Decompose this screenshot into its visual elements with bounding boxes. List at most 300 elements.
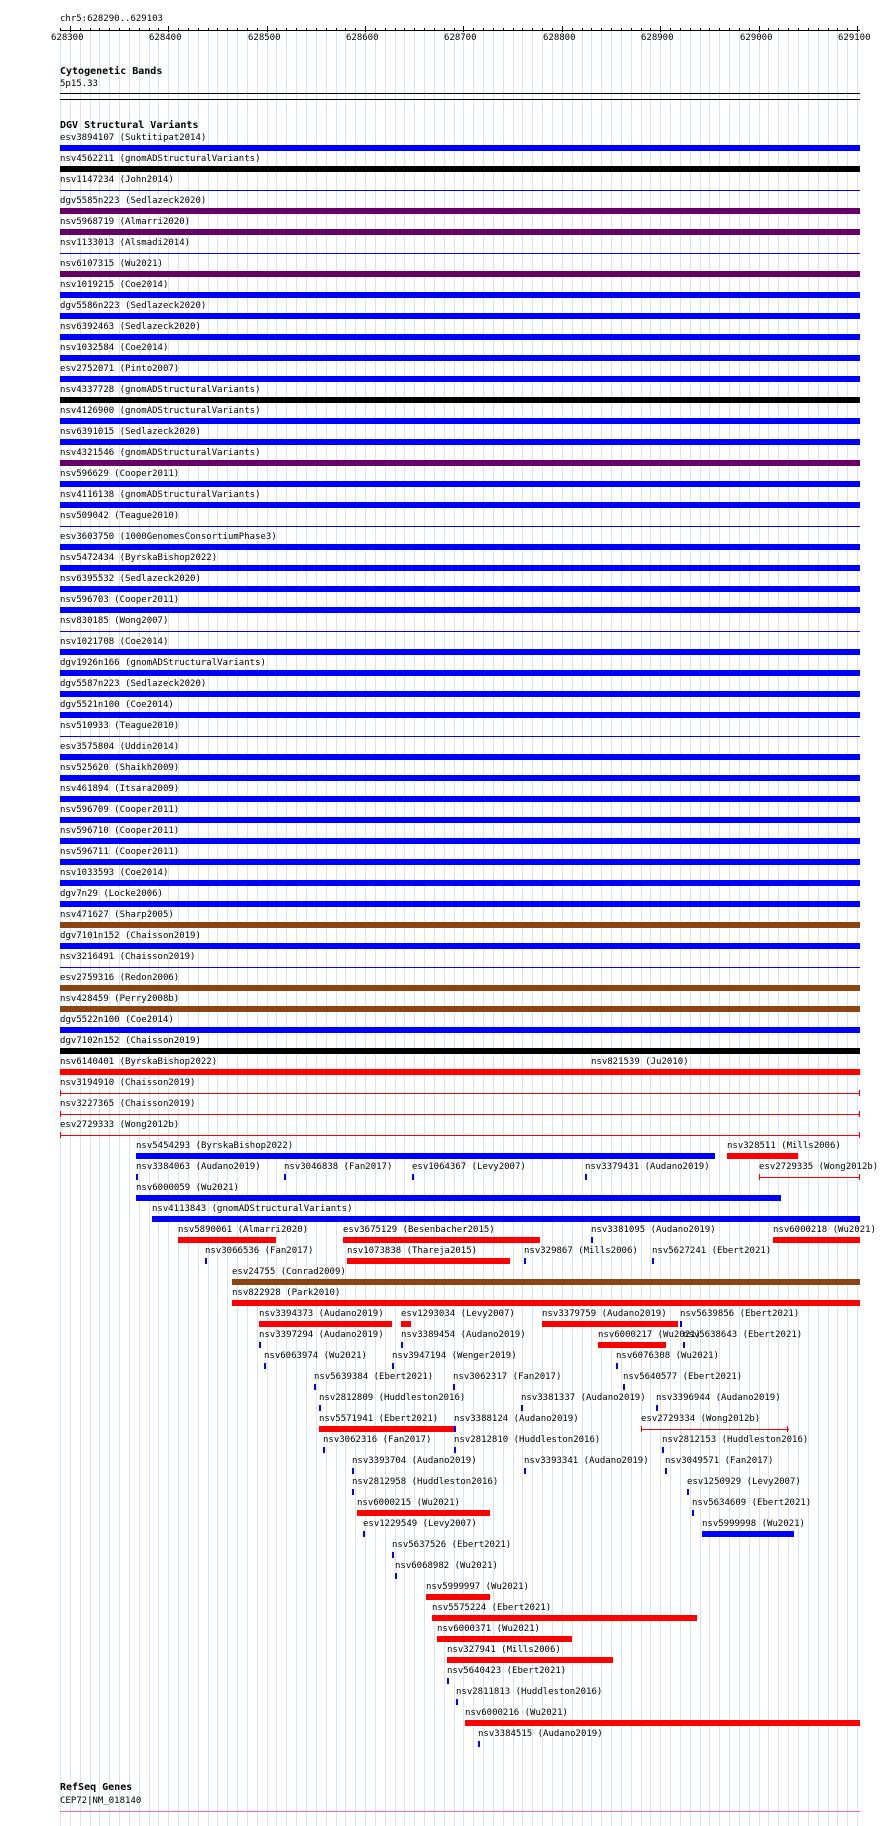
- variant-label[interactable]: esv2759316 (Redon2006): [60, 973, 180, 983]
- variant-bar[interactable]: [323, 1447, 325, 1453]
- ruler-minor-tick: [217, 28, 218, 31]
- variant-label[interactable]: esv1229549 (Levy2007): [363, 1519, 477, 1529]
- variant-label[interactable]: nsv3397294 (Audano2019): [259, 1330, 384, 1340]
- variant-bar[interactable]: [60, 313, 860, 319]
- ruler-minor-tick: [286, 28, 287, 31]
- variant-bar-end: [60, 1111, 61, 1117]
- variant-bar-end: [859, 1090, 860, 1096]
- variant-bar-end: [859, 1174, 860, 1180]
- variant-bar-end: [60, 1132, 61, 1138]
- ruler-minor-tick: [99, 28, 100, 31]
- variant-bar[interactable]: [585, 1174, 587, 1180]
- variant-bar[interactable]: [60, 544, 860, 550]
- variant-label[interactable]: nsv6395532 (Sedlazeck2020): [60, 574, 201, 584]
- cyto-band-line-bottom: [60, 99, 860, 100]
- variant-bar[interactable]: [152, 1216, 860, 1222]
- ruler-minor-tick: [621, 28, 622, 31]
- variant-bar[interactable]: [524, 1468, 526, 1474]
- ruler-minor-tick: [503, 28, 504, 31]
- variant-label[interactable]: dgv5521n100 (Coe2014): [60, 700, 174, 710]
- variant-bar[interactable]: [456, 1699, 458, 1705]
- variant-bar[interactable]: [662, 1447, 664, 1453]
- ruler-minor-tick: [719, 28, 720, 31]
- ruler-minor-tick: [532, 28, 533, 31]
- ruler-minor-tick: [119, 28, 120, 31]
- variant-bar[interactable]: [401, 1342, 403, 1348]
- variant-bar[interactable]: [392, 1552, 394, 1558]
- variant-label[interactable]: nsv2811813 (Huddleston2016): [456, 1687, 603, 1697]
- variant-label[interactable]: nsv2812153 (Huddleston2016): [662, 1435, 809, 1445]
- variant-label[interactable]: nsv3216491 (Chaisson2019): [60, 952, 196, 962]
- variant-bar[interactable]: [314, 1384, 316, 1390]
- variant-bar[interactable]: [656, 1405, 658, 1411]
- variant-bar[interactable]: [454, 1447, 456, 1453]
- variant-bar[interactable]: [60, 967, 860, 968]
- variant-label[interactable]: nsv3381095 (Audano2019): [591, 1225, 716, 1235]
- variant-label[interactable]: nsv1133013 (Alsmadi2014): [60, 238, 191, 248]
- ruler-minor-tick: [749, 28, 750, 31]
- variant-bar[interactable]: [60, 880, 860, 886]
- variant-label[interactable]: nsv525620 (Shaikh2009): [60, 763, 180, 773]
- ruler-minor-tick: [828, 28, 829, 31]
- variant-label[interactable]: nsv5575224 (Ebert2021): [432, 1603, 552, 1613]
- ruler-minor-tick: [709, 28, 710, 31]
- variant-label[interactable]: nsv3947194 (Wenger2019): [392, 1351, 517, 1361]
- ruler-minor-tick: [700, 28, 701, 31]
- ruler-tick-label: 628900: [641, 33, 674, 43]
- variant-label[interactable]: nsv6000371 (Wu2021): [437, 1624, 540, 1634]
- ruler-minor-tick: [385, 28, 386, 31]
- ruler-tick-label: 628700: [444, 33, 477, 43]
- variant-bar[interactable]: [683, 1342, 685, 1348]
- ruler-minor-tick: [276, 28, 277, 31]
- variant-bar[interactable]: [60, 1093, 860, 1094]
- variant-bar[interactable]: [60, 607, 860, 613]
- variant-label[interactable]: dgv5585n223 (Sedlazeck2020): [60, 196, 207, 206]
- variant-bar[interactable]: [465, 1720, 860, 1726]
- ruler-minor-tick: [316, 28, 317, 31]
- variant-bar[interactable]: [60, 190, 860, 191]
- variant-bar-end: [859, 1111, 860, 1117]
- ruler-minor-tick: [345, 28, 346, 31]
- variant-label[interactable]: nsv5472434 (ByrskaBishop2022): [60, 553, 218, 563]
- variant-bar[interactable]: [60, 817, 860, 823]
- variant-label[interactable]: nsv3194910 (Chaisson2019): [60, 1078, 196, 1088]
- variant-bar[interactable]: [759, 1177, 860, 1178]
- variant-bar[interactable]: [60, 736, 860, 737]
- variant-label[interactable]: dgv7101n152 (Chaisson2019): [60, 931, 201, 941]
- variant-bar[interactable]: [60, 376, 860, 382]
- variant-bar[interactable]: [352, 1468, 354, 1474]
- variant-bar[interactable]: [363, 1531, 365, 1537]
- variant-label[interactable]: nsv596710 (Cooper2011): [60, 826, 180, 836]
- variant-label[interactable]: esv1293034 (Levy2007): [401, 1309, 515, 1319]
- variant-bar[interactable]: [432, 1615, 697, 1621]
- variant-bar[interactable]: [60, 334, 860, 340]
- ruler-major-tick: [660, 26, 661, 32]
- variant-label[interactable]: nsv3393704 (Audano2019): [352, 1456, 477, 1466]
- variant-label[interactable]: nsv3062316 (Fan2017): [323, 1435, 432, 1445]
- variant-label[interactable]: nsv5999998 (Wu2021): [702, 1519, 805, 1529]
- variant-bar-end: [859, 1132, 860, 1138]
- ruler-major-tick: [365, 26, 366, 32]
- ruler-minor-tick: [90, 28, 91, 31]
- variant-label[interactable]: nsv329867 (Mills2006): [524, 1246, 638, 1256]
- ruler-major-tick: [759, 26, 760, 32]
- variant-bar[interactable]: [259, 1342, 261, 1348]
- variant-bar[interactable]: [264, 1363, 266, 1369]
- variant-bar[interactable]: [652, 1258, 654, 1264]
- variant-label[interactable]: nsv6068982 (Wu2021): [395, 1561, 498, 1571]
- ruler-minor-tick: [306, 28, 307, 31]
- variant-label[interactable]: esv1250929 (Levy2007): [687, 1477, 801, 1487]
- refseq-gene-line[interactable]: [60, 1811, 860, 1812]
- variant-label[interactable]: esv3603750 (1000GenomesConsortiumPhase3): [60, 532, 277, 542]
- variant-bar[interactable]: [60, 355, 860, 361]
- variant-label[interactable]: nsv6076308 (Wu2021): [616, 1351, 719, 1361]
- ruler-minor-tick: [729, 28, 730, 31]
- variant-label[interactable]: nsv5627241 (Ebert2021): [652, 1246, 772, 1256]
- variant-label[interactable]: nsv830185 (Wong2007): [60, 616, 169, 626]
- variant-bar[interactable]: [60, 670, 860, 676]
- variant-label[interactable]: nsv3379431 (Audano2019): [585, 1162, 710, 1172]
- ruler-minor-tick: [247, 28, 248, 31]
- variant-label[interactable]: nsv1021708 (Coe2014): [60, 637, 169, 647]
- variant-bar[interactable]: [591, 1069, 860, 1075]
- ruler-minor-tick: [847, 28, 848, 31]
- variant-label[interactable]: nsv1073838 (Thareja2015): [347, 1246, 478, 1256]
- ruler-minor-tick: [582, 28, 583, 31]
- variant-bar[interactable]: [259, 1321, 392, 1327]
- variant-label[interactable]: nsv6000059 (Wu2021): [136, 1183, 239, 1193]
- variant-label[interactable]: nsv3394373 (Audano2019): [259, 1309, 384, 1319]
- ruler-minor-tick: [473, 28, 474, 31]
- ruler-minor-tick: [109, 28, 110, 31]
- variant-label[interactable]: nsv596711 (Cooper2011): [60, 847, 180, 857]
- variant-bar[interactable]: [401, 1321, 411, 1327]
- variant-label[interactable]: dgv5522n100 (Coe2014): [60, 1015, 174, 1025]
- variant-label[interactable]: nsv2812958 (Huddleston2016): [352, 1477, 499, 1487]
- ruler-minor-tick: [296, 28, 297, 31]
- variant-bar[interactable]: [60, 1069, 591, 1075]
- variant-bar[interactable]: [773, 1237, 860, 1243]
- variant-bar[interactable]: [284, 1174, 286, 1180]
- variant-label[interactable]: esv2752071 (Pinto2007): [60, 364, 180, 374]
- variant-label[interactable]: nsv6107315 (Wu2021): [60, 259, 163, 269]
- variant-bar[interactable]: [395, 1573, 397, 1579]
- variant-bar[interactable]: [205, 1258, 207, 1264]
- variant-bar[interactable]: [60, 397, 860, 403]
- variant-bar[interactable]: [437, 1636, 572, 1642]
- variant-bar[interactable]: [319, 1405, 321, 1411]
- variant-label[interactable]: nsv2812810 (Huddleston2016): [454, 1435, 601, 1445]
- variant-bar[interactable]: [60, 922, 860, 928]
- variant-label[interactable]: nsv5640577 (Ebert2021): [623, 1372, 743, 1382]
- variant-label[interactable]: nsv2812809 (Huddleston2016): [319, 1393, 466, 1403]
- variant-bar[interactable]: [178, 1237, 276, 1243]
- variant-bar[interactable]: [60, 586, 860, 592]
- ruler-minor-tick: [680, 28, 681, 31]
- variant-label[interactable]: nsv3062317 (Fan2017): [453, 1372, 562, 1382]
- variant-bar[interactable]: [60, 775, 860, 781]
- variant-bar[interactable]: [352, 1489, 354, 1495]
- ruler-tick-label: 628500: [248, 33, 281, 43]
- variant-bar[interactable]: [524, 1258, 526, 1264]
- ruler-minor-tick: [454, 28, 455, 31]
- variant-label[interactable]: nsv5639384 (Ebert2021): [314, 1372, 434, 1382]
- variant-bar[interactable]: [60, 754, 860, 760]
- variant-label[interactable]: esv1064367 (Levy2007): [412, 1162, 526, 1172]
- ruler-minor-tick: [355, 28, 356, 31]
- variant-label[interactable]: nsv4113843 (gnomADStructuralVariants): [152, 1204, 353, 1214]
- variant-bar[interactable]: [60, 439, 860, 445]
- variant-bar[interactable]: [641, 1429, 789, 1430]
- variant-label[interactable]: nsv5890061 (Almarri2020): [178, 1225, 309, 1235]
- variant-label[interactable]: esv24755 (Conrad2009): [232, 1267, 346, 1277]
- variant-label[interactable]: nsv6391015 (Sedlazeck2020): [60, 427, 201, 437]
- variant-label[interactable]: nsv5640423 (Ebert2021): [447, 1666, 567, 1676]
- ruler-major-tick: [267, 26, 268, 32]
- variant-bar[interactable]: [453, 1384, 455, 1390]
- variant-label[interactable]: nsv461894 (Itsara2009): [60, 784, 180, 794]
- variant-label[interactable]: nsv1032584 (Coe2014): [60, 343, 169, 353]
- variant-label[interactable]: dgv1926n166 (gnomADStructuralVariants): [60, 658, 266, 668]
- variant-label[interactable]: esv2729335 (Wong2012b): [759, 1162, 879, 1172]
- variant-label[interactable]: nsv5999997 (Wu2021): [426, 1582, 529, 1592]
- ruler-tick-label: 628400: [149, 33, 182, 43]
- variant-label[interactable]: nsv4337728 (gnomADStructuralVariants): [60, 385, 261, 395]
- variant-label[interactable]: nsv3227365 (Chaisson2019): [60, 1099, 196, 1109]
- cyto-band-label: 5p15.33: [60, 79, 98, 89]
- variant-label[interactable]: nsv6000215 (Wu2021): [357, 1498, 460, 1508]
- variant-label[interactable]: nsv5968719 (Almarri2020): [60, 217, 191, 227]
- ruler-minor-tick: [434, 28, 435, 31]
- variant-bar[interactable]: [591, 1237, 593, 1243]
- variant-label[interactable]: nsv3389454 (Audano2019): [401, 1330, 526, 1340]
- variant-bar[interactable]: [60, 1027, 860, 1033]
- variant-bar[interactable]: [60, 271, 860, 277]
- variant-bar[interactable]: [598, 1342, 666, 1348]
- variant-bar[interactable]: [60, 460, 860, 466]
- ruler-minor-tick: [690, 28, 691, 31]
- variant-label[interactable]: dgv5586n223 (Sedlazeck2020): [60, 301, 207, 311]
- variant-label[interactable]: nsv6140401 (ByrskaBishop2022): [60, 1057, 218, 1067]
- ruler-minor-tick: [522, 28, 523, 31]
- variant-label[interactable]: dgv5587n223 (Sedlazeck2020): [60, 679, 207, 689]
- variant-label[interactable]: nsv1019215 (Coe2014): [60, 280, 169, 290]
- ruler-position-label: chr5:628290..629103: [60, 14, 163, 24]
- variant-bar[interactable]: [60, 481, 860, 487]
- variant-bar[interactable]: [521, 1405, 523, 1411]
- variant-label[interactable]: nsv4116138 (gnomADStructuralVariants): [60, 490, 261, 500]
- variant-bar[interactable]: [60, 145, 860, 151]
- variant-label[interactable]: nsv4126900 (gnomADStructuralVariants): [60, 406, 261, 416]
- ruler-minor-tick: [591, 28, 592, 31]
- variant-bar[interactable]: [60, 649, 860, 655]
- variant-label[interactable]: nsv3049571 (Fan2017): [665, 1456, 774, 1466]
- variant-bar[interactable]: [680, 1321, 682, 1327]
- ruler-axis: [60, 30, 860, 31]
- variant-label[interactable]: nsv822928 (Park2010): [232, 1288, 341, 1298]
- variant-label[interactable]: nsv3381337 (Audano2019): [521, 1393, 646, 1403]
- variant-label[interactable]: nsv327941 (Mills2006): [447, 1645, 561, 1655]
- ruler-minor-tick: [641, 28, 642, 31]
- variant-bar[interactable]: [447, 1657, 613, 1663]
- variant-bar[interactable]: [60, 229, 860, 235]
- variant-label[interactable]: esv2729333 (Wong2012b): [60, 1120, 180, 1130]
- variant-label[interactable]: nsv428459 (Perry2008b): [60, 994, 180, 1004]
- variant-bar-end: [60, 1090, 61, 1096]
- variant-label[interactable]: nsv6392463 (Sedlazeck2020): [60, 322, 201, 332]
- variant-bar[interactable]: [665, 1468, 667, 1474]
- variant-label[interactable]: nsv5637526 (Ebert2021): [392, 1540, 512, 1550]
- variant-label[interactable]: nsv509042 (Teague2010): [60, 511, 180, 521]
- variant-label[interactable]: nsv3393341 (Audano2019): [524, 1456, 649, 1466]
- variant-label[interactable]: nsv510933 (Teague2010): [60, 721, 180, 731]
- variant-label[interactable]: nsv6063974 (Wu2021): [264, 1351, 367, 1361]
- variant-bar[interactable]: [60, 859, 860, 865]
- variant-bar[interactable]: [447, 1678, 449, 1684]
- variant-label[interactable]: nsv6000216 (Wu2021): [465, 1708, 568, 1718]
- ruler-tick-label: 629100: [838, 33, 871, 43]
- variant-bar[interactable]: [542, 1321, 678, 1327]
- ruler-minor-tick: [257, 28, 258, 31]
- variant-bar[interactable]: [136, 1195, 781, 1201]
- variant-label[interactable]: nsv3046838 (Fan2017): [284, 1162, 393, 1172]
- variant-label[interactable]: nsv3388124 (Audano2019): [454, 1414, 579, 1424]
- variant-label[interactable]: nsv821539 (Ju2010): [591, 1057, 689, 1067]
- variant-bar[interactable]: [412, 1174, 414, 1180]
- variant-bar[interactable]: [60, 1048, 860, 1054]
- cyto-band-line: [60, 93, 860, 94]
- variant-bar[interactable]: [232, 1300, 860, 1306]
- variant-bar[interactable]: [60, 292, 860, 298]
- ruler-minor-tick: [631, 28, 632, 31]
- variant-bar[interactable]: [60, 565, 860, 571]
- variant-bar[interactable]: [426, 1594, 490, 1600]
- variant-bar[interactable]: [60, 712, 860, 718]
- variant-label[interactable]: nsv3384063 (Audano2019): [136, 1162, 261, 1172]
- variant-label[interactable]: nsv1147234 (John2014): [60, 175, 174, 185]
- variant-bar[interactable]: [727, 1153, 798, 1159]
- variant-label[interactable]: dgv7n29 (Locke2006): [60, 889, 163, 899]
- cyto-track-title: Cytogenetic Bands: [60, 66, 163, 77]
- variant-bar[interactable]: [60, 208, 860, 214]
- variant-label[interactable]: nsv5571941 (Ebert2021): [319, 1414, 439, 1424]
- variant-bar[interactable]: [454, 1426, 456, 1432]
- variant-label[interactable]: esv2729334 (Wong2012b): [641, 1414, 761, 1424]
- variant-bar[interactable]: [357, 1510, 490, 1516]
- variant-bar[interactable]: [60, 796, 860, 802]
- variant-bar[interactable]: [60, 1135, 860, 1136]
- variant-label[interactable]: nsv5639856 (Ebert2021): [680, 1309, 800, 1319]
- variant-label[interactable]: dgv7102n152 (Chaisson2019): [60, 1036, 201, 1046]
- ruler-minor-tick: [670, 28, 671, 31]
- ruler-minor-tick: [375, 28, 376, 31]
- variant-bar[interactable]: [60, 418, 860, 424]
- refseq-track-title: RefSeq Genes: [60, 1782, 133, 1793]
- variant-label[interactable]: nsv596629 (Cooper2011): [60, 469, 180, 479]
- variant-bar[interactable]: [136, 1153, 715, 1159]
- ruler-minor-tick: [837, 28, 838, 31]
- variant-label[interactable]: esv3675129 (Besenbacher2015): [343, 1225, 495, 1235]
- variant-label[interactable]: nsv471627 (Sharp2005): [60, 910, 174, 920]
- variant-bar[interactable]: [60, 943, 860, 949]
- variant-bar[interactable]: [60, 526, 860, 527]
- variant-label[interactable]: nsv5634609 (Ebert2021): [692, 1498, 812, 1508]
- variant-label[interactable]: nsv5454293 (ByrskaBishop2022): [136, 1141, 294, 1151]
- variant-bar[interactable]: [347, 1258, 510, 1264]
- ruler-minor-tick: [404, 28, 405, 31]
- variant-bar[interactable]: [60, 691, 860, 697]
- variant-label[interactable]: esv3894107 (Suktitipat2014): [60, 133, 207, 143]
- variant-label[interactable]: nsv596703 (Cooper2011): [60, 595, 180, 605]
- variant-bar[interactable]: [60, 838, 860, 844]
- variant-label[interactable]: esv3575804 (Uddin2014): [60, 742, 180, 752]
- variant-label[interactable]: nsv4321546 (gnomADStructuralVariants): [60, 448, 261, 458]
- variant-label[interactable]: nsv328511 (Mills2006): [727, 1141, 841, 1151]
- ruler-minor-tick: [158, 28, 159, 31]
- dgv-track-title: DGV Structural Variants: [60, 120, 199, 131]
- variant-bar[interactable]: [319, 1426, 454, 1432]
- variant-bar[interactable]: [60, 1114, 860, 1115]
- ruler-minor-tick: [493, 28, 494, 31]
- ruler-minor-tick: [542, 28, 543, 31]
- refseq-gene-label[interactable]: CEP72|NM_018140: [60, 1796, 142, 1806]
- variant-label[interactable]: nsv5638643 (Ebert2021): [683, 1330, 803, 1340]
- variant-bar[interactable]: [392, 1363, 394, 1369]
- variant-label[interactable]: nsv1033593 (Coe2014): [60, 868, 169, 878]
- ruler-minor-tick: [788, 28, 789, 31]
- variant-bar[interactable]: [702, 1531, 794, 1537]
- variant-label[interactable]: nsv3396944 (Audano2019): [656, 1393, 781, 1403]
- ruler-minor-tick: [237, 28, 238, 31]
- ruler-minor-tick: [227, 28, 228, 31]
- ruler-minor-tick: [139, 28, 140, 31]
- ruler-minor-tick: [818, 28, 819, 31]
- variant-label[interactable]: nsv3379759 (Audano2019): [542, 1309, 667, 1319]
- variant-bar[interactable]: [616, 1363, 618, 1369]
- variant-bar[interactable]: [692, 1510, 694, 1516]
- ruler-minor-tick: [601, 28, 602, 31]
- variant-bar[interactable]: [60, 901, 860, 907]
- variant-bar[interactable]: [687, 1489, 689, 1495]
- variant-bar[interactable]: [60, 253, 860, 254]
- variant-label[interactable]: nsv3066536 (Fan2017): [205, 1246, 314, 1256]
- variant-bar[interactable]: [60, 631, 860, 632]
- variant-bar[interactable]: [478, 1741, 480, 1747]
- variant-label[interactable]: nsv3384515 (Audano2019): [478, 1729, 603, 1739]
- ruler-minor-tick: [424, 28, 425, 31]
- variant-label[interactable]: nsv6000217 (Wu2021): [598, 1330, 701, 1340]
- variant-label[interactable]: nsv596709 (Cooper2011): [60, 805, 180, 815]
- variant-bar[interactable]: [60, 166, 860, 172]
- ruler-minor-tick: [336, 28, 337, 31]
- ruler-minor-tick: [395, 28, 396, 31]
- variant-bar[interactable]: [60, 1006, 860, 1012]
- variant-bar[interactable]: [343, 1237, 540, 1243]
- variant-label[interactable]: nsv4562211 (gnomADStructuralVariants): [60, 154, 261, 164]
- variant-bar[interactable]: [623, 1384, 625, 1390]
- variant-label[interactable]: nsv6000218 (Wu2021): [773, 1225, 876, 1235]
- ruler-major-tick: [562, 26, 563, 32]
- ruler-minor-tick: [513, 28, 514, 31]
- variant-bar[interactable]: [60, 985, 860, 991]
- variant-bar[interactable]: [232, 1279, 860, 1285]
- variant-bar[interactable]: [60, 502, 860, 508]
- ruler-minor-tick: [198, 28, 199, 31]
- variant-bar[interactable]: [136, 1174, 138, 1180]
